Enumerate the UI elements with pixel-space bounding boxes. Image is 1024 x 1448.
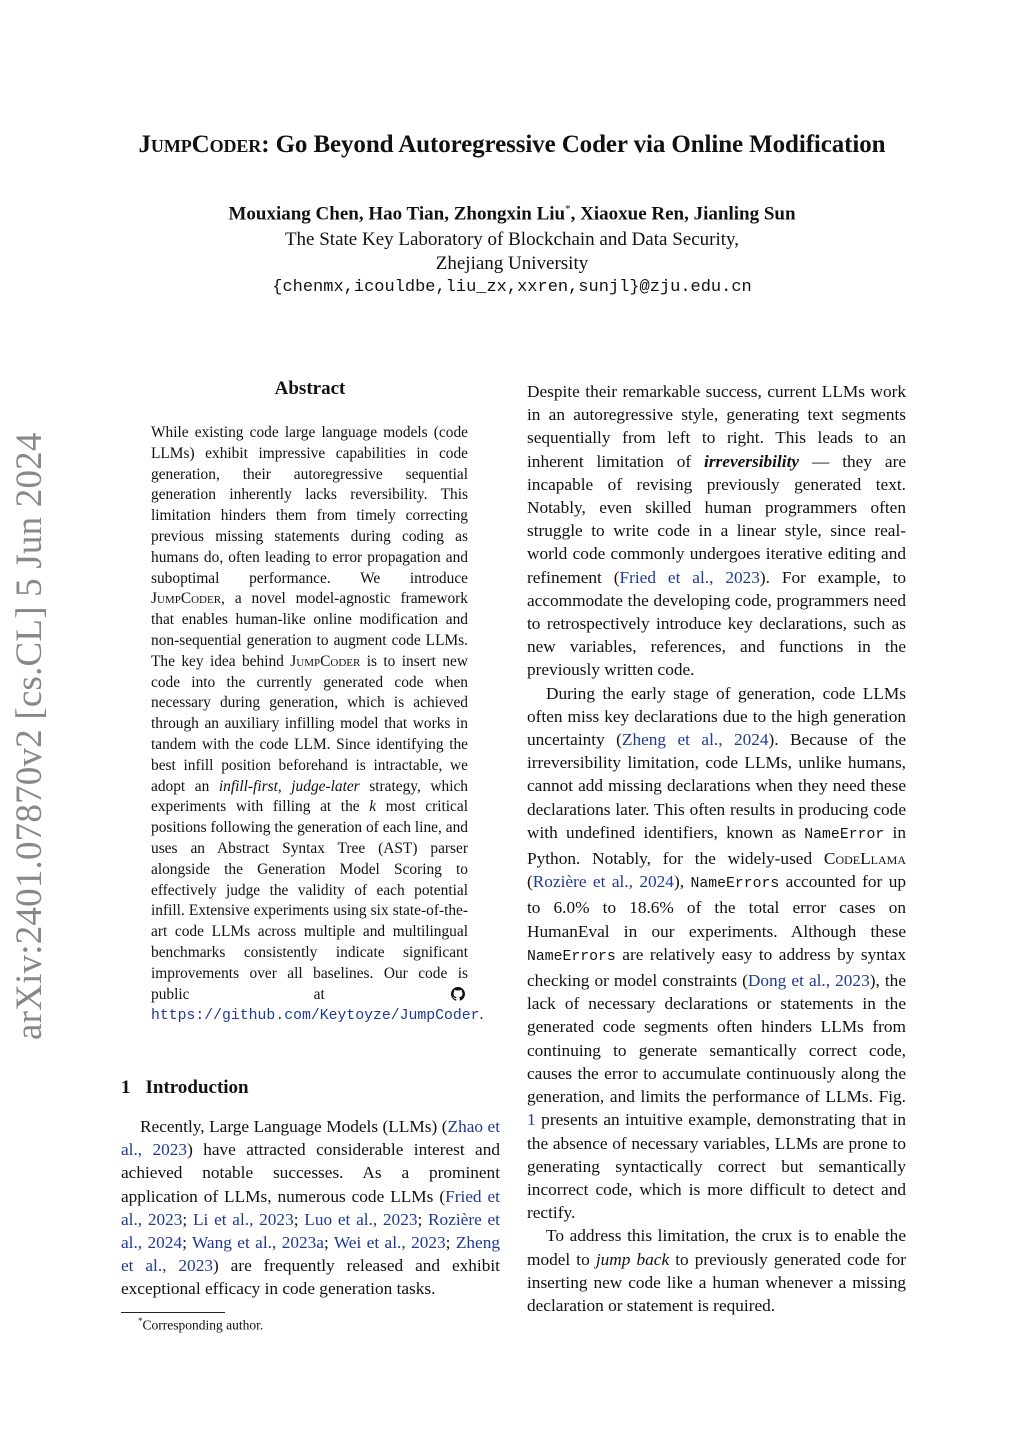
arxiv-stamp: arXiv:2401.07870v2 [cs.CL] 5 Jun 2024: [9, 432, 50, 1040]
section-number: 1: [121, 1077, 131, 1098]
right-p1-text-c: ). For example, to accommodate the developing code, programmers need to retrospectively introduce key declarations, such as new variables, references, and functions in the previously written code.: [527, 567, 907, 680]
abstract-strategy: infill-first, judge-later: [218, 777, 360, 795]
intro-right-column: [527, 380, 906, 1317]
abstract-heading: Abstract: [274, 378, 346, 399]
section-heading-introduction: [121, 1077, 249, 1099]
authors-a: Mouxiang Chen, Hao Tian, Zhongxin Liu: [228, 203, 566, 225]
intro-text-a: Recently, Large Language Models (LLMs) (: [140, 1117, 448, 1136]
citation-fried[interactable]: Fried et al., 2023: [121, 1186, 500, 1229]
citation-dong[interactable]: Dong et al., 2023: [747, 971, 870, 991]
abstract-text-3: is to insert new code into the currently generated code when necessary during generation, which is achieved through an auxiliary infilling model that works in tandem with the code LLM. Since identifying the best infill position beforehand is intractable, we adopt an: [151, 652, 469, 795]
nameerror-code-1: NameError: [804, 826, 885, 843]
nameerror-code-3: NameErrors: [527, 948, 616, 965]
codellama-name: CodeLlama: [823, 849, 906, 869]
github-icon: [451, 987, 465, 1001]
intro-left-column: [121, 1115, 500, 1301]
irreversibility-term: irreversibility: [704, 451, 800, 471]
abstract-jumpcoder-2: JumpCoder: [290, 652, 361, 670]
right-paragraph-1: [527, 380, 906, 682]
right-paragraph-3: [527, 1224, 906, 1317]
citation-zheng-2023[interactable]: Zheng et al., 2023: [121, 1233, 501, 1276]
citation-separator: ;: [182, 1233, 192, 1253]
citation-separator: ;: [417, 1209, 429, 1229]
paper-title: [0, 131, 1024, 159]
right-p3-text-b: to previously generated code for inserting new code like a human whenever a missing declaration or statement is required.: [527, 1249, 906, 1315]
right-p2-text-b: ). Because of the irreversibility limitation, code LLMs, unlike humans, cannot add missing declarations when they need these declarations later. This often results in producing code with undefined identifiers, known as: [527, 730, 906, 842]
right-p2-text-f: accounted for up to 6.0% to 18.6% of the total error cases on HumanEval in our experiments. Although these: [527, 872, 907, 941]
citation-roziere[interactable]: Rozière et al., 2024: [121, 1209, 500, 1253]
abstract-text-1: While existing code large language models (code LLMs) exhibit impressive capabilities in code generation, their autoregressive sequential generation inherently lacks reversibility. This limitation hinders them from timely correcting previous missing statements during coding as humans do, often leading to error propagation and suboptimal performance. We introduce: [151, 424, 468, 587]
abstract-jumpcoder-1: JumpCoder: [151, 590, 222, 608]
abstract-body: [151, 423, 484, 1027]
right-p2-text-d: (: [527, 872, 533, 892]
citation-roziere-right[interactable]: Rozière et al., 2024: [532, 872, 674, 892]
intro-text-b: ) have attracted considerable interest and achieved notable successes. As a prominent application of LLMs, numerous code LLMs (: [121, 1140, 500, 1206]
right-p2-text-c: in Python. Notably, for the widely-used: [527, 822, 906, 869]
citation-separator: ;: [323, 1233, 334, 1253]
author-list: [0, 203, 1024, 225]
figure-ref-1[interactable]: 1: [527, 1110, 536, 1130]
abstract-k: k: [369, 798, 377, 816]
title-rest: : Go Beyond Autoregressive Coder via Online Modification: [261, 131, 886, 158]
author-email: {chenmx,icouldbe,liu_zx,xxren,sunjl}@zju.edu.cn: [272, 278, 752, 297]
footnote: [138, 1316, 263, 1334]
citation-separator: ;: [182, 1209, 193, 1229]
authors-b: , Xiaoxue Ren, Jianling Sun: [570, 203, 796, 225]
abstract-text-5: most critical positions following the generation of each line, and uses an Abstract Syntax Tree (AST) parser alongside the Generation Model Scoring to effectively judge the validity of each potential infill. Extensive experiments using six state-of-the-art code LLMs across multiple and multilingual benchmarks consistently indicate significant improvements over all baselines. Our code is public at: [151, 798, 468, 1003]
right-p1-text-b: — they are incapable of revising previously generated text. Notably, even skilled human programmers often struggle to write code in a linear style, since real-world code commonly undergoes iterative editing and refinement (: [527, 451, 906, 587]
citation-fried-right[interactable]: Fried et al., 2023: [619, 567, 760, 587]
abstract-text-2: , a novel model-agnostic framework that enables human-like online modification and non-sequential generation to augment code LLMs. The key idea behind: [151, 590, 468, 670]
right-p2-text-e: ),: [673, 872, 691, 892]
citation-li[interactable]: Li et al., 2023: [192, 1209, 294, 1229]
footnote-text: Corresponding author.: [142, 1317, 264, 1333]
right-p1-text-a: Despite their remarkable success, current LLMs work in an autoregressive style, generating text segments sequentially from left to right. This leads to an inherent limitation of: [527, 382, 906, 471]
right-p2-text-h: ), the lack of necessary declarations or statements in the generated code segments often hinders LLMs from continuing to generate semantically correct code, causes the error to accumulate continuously along the generation, and limits the performance of LLMs. Fig.: [527, 971, 906, 1107]
corresponding-mark: *: [565, 203, 571, 215]
nameerror-code-2: NameErrors: [690, 876, 780, 893]
citation-wang[interactable]: Wang et al., 2023a: [192, 1233, 324, 1253]
abstract-end: .: [479, 1006, 484, 1024]
citation-zhao[interactable]: Zhao et al., 2023: [121, 1117, 500, 1160]
citation-zheng-2024[interactable]: Zheng et al., 2024: [621, 730, 769, 750]
citation-wei[interactable]: Wei et al., 2023: [333, 1233, 446, 1253]
intro-text-c: ) are frequently released and exhibit exceptional efficacy in code generation tasks.: [121, 1256, 500, 1299]
footnote-mark: *: [138, 1316, 143, 1326]
abstract-text-4: strategy, which experiments with filling at the: [151, 777, 468, 816]
citation-luo[interactable]: Luo et al., 2023: [304, 1209, 418, 1229]
footnote-rule: [121, 1312, 225, 1313]
right-p2-text-g: are relatively easy to address by syntax checking or model constraints (: [527, 944, 906, 991]
citation-separator: ;: [293, 1209, 305, 1229]
title-name: JumpCoder: [138, 131, 262, 158]
right-p3-text-a: To address this limitation, the crux is to enable the model to: [527, 1226, 906, 1269]
right-paragraph-2: [527, 682, 906, 1225]
citation-separator: ;: [445, 1233, 456, 1253]
affiliation-line2: Zhejiang University: [435, 253, 589, 274]
affiliation-line1: The State Key Laboratory of Blockchain and Data Security,: [284, 229, 740, 250]
github-link[interactable]: https://github.com/Keytoyze/JumpCoder: [151, 1008, 480, 1025]
right-p2-text-i: presents an intuitive example, demonstrating that in the absence of necessary variables, LLMs are prone to generating syntactically correct but semantically incorrect code, which is more difficult to detect and rectify.: [527, 1110, 906, 1223]
right-p2-text-a: During the early stage of generation, code LLMs often miss key declarations due to the high generation uncertainty (: [527, 683, 906, 750]
section-title: Introduction: [145, 1077, 249, 1098]
jump-back-term: jump back: [595, 1249, 670, 1269]
